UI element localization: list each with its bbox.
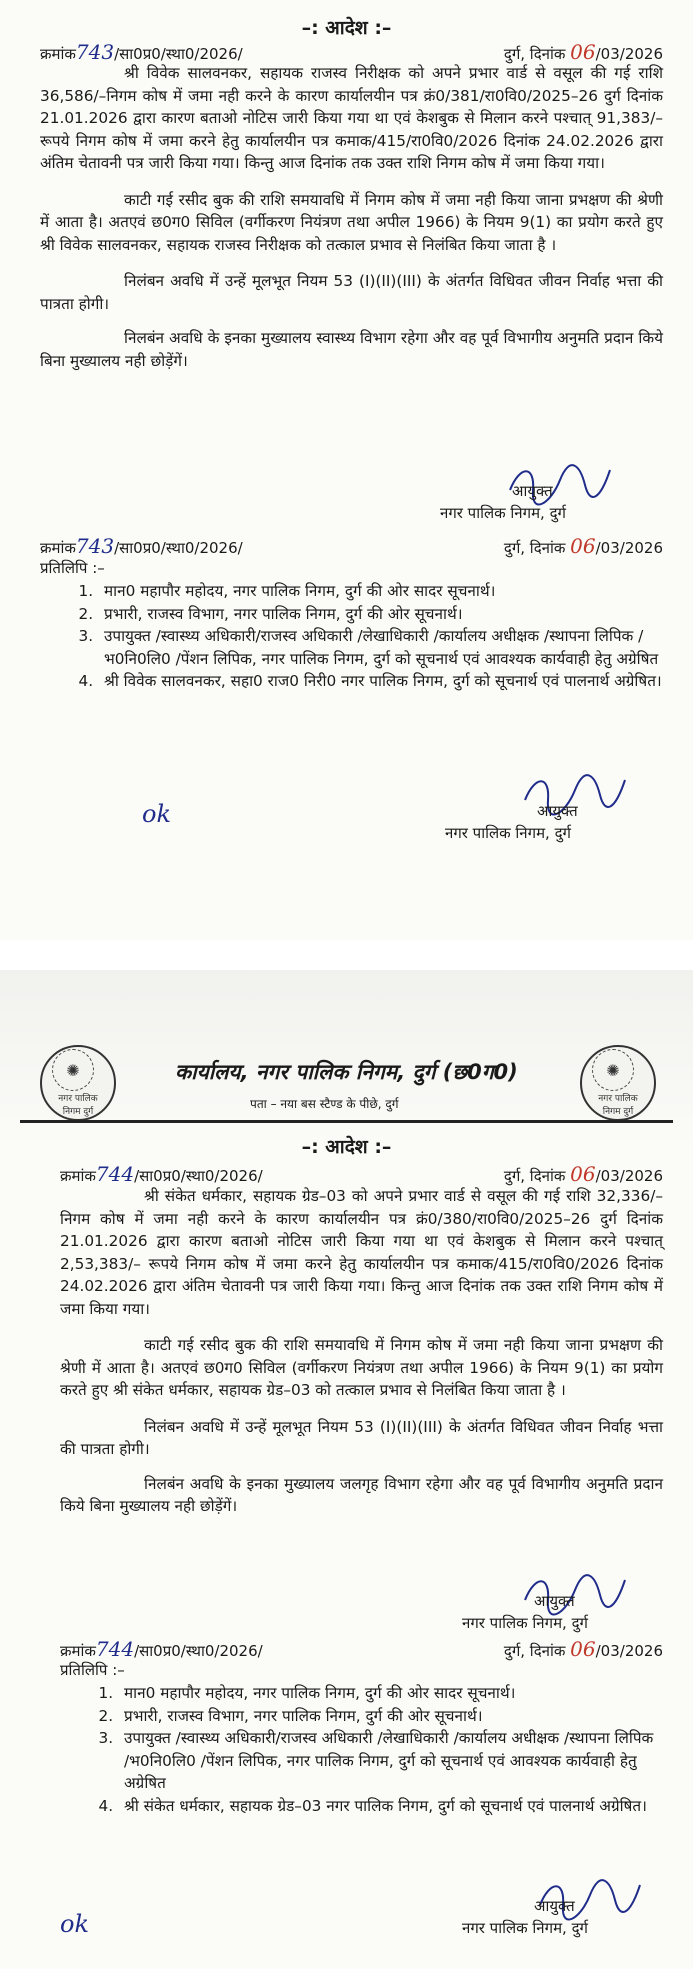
body-paragraph-2: काटी गई रसीद बुक की राशि समयावधि में निगम कोष में जमा नही किया जाना प्रभक्षण की श्रेणी में आता है। अतएवं छ0ग0 सिविल (वर्गीकरण नियंत्रण तथा अपील 1966) के नियम 9(1) का प्रयोग करते हुए श्री विवेक सालवनकर, सहायक राजस्व निरीक्षक को तत्काल प्रभाव से निलंबित किया जाता है । <box>40 190 663 254</box>
copy-date-suffix: /03/2026 <box>595 539 663 557</box>
order-date <box>504 40 663 64</box>
copy-ref-number-handwritten: 743 <box>75 534 115 558</box>
order-reference-line <box>60 1162 663 1186</box>
date-day-handwritten: 06 <box>570 1162 596 1186</box>
signatory-org: नगर पालिक निगम, दुर्ग <box>440 504 566 522</box>
copy-order-number <box>40 534 243 558</box>
copy-ref-prefix: क्रमांक <box>60 1642 96 1660</box>
ref-suffix: /सा0प्र0/स्था0/2026/ <box>134 1167 263 1185</box>
date-day-handwritten: 06 <box>570 40 596 64</box>
ref-prefix: क्रमांक <box>60 1167 96 1185</box>
signature-block <box>462 1590 588 1634</box>
copy-reference-line <box>60 1637 663 1661</box>
signatory-title-2: आयुक्त <box>534 1897 575 1915</box>
signatory-title-2: आयुक्त <box>537 802 578 820</box>
body-paragraph-1: श्री संकेत धर्मकार, सहायक ग्रेड–03 को अपने प्रभार वार्ड से वसूल की गई राशि 32,336/– निगम कोष में जमा नही करने के कारण कार्यालयीन पत्र क्रं0/380/रा0वि0/2025–26 दुर्ग दिनांक 21.01.2026 द्वारा कारण बताओ नोटिस जारी किया गया था एवं केशबुक से मिलान करने पश्चात् 2,53,383/– रूपये निगम कोष में जमा करने हेतु कार्यालयीन पत्र कमाक/415/रा0वि0/2026 दिनांक 24.02.2026 द्वारा अंतिम चेतावनी पत्र जारी किया गया। किन्तु आज दिनांक तक उक्त राशि निगम कोष में जमा किया गया। <box>60 1187 663 1318</box>
copy-date-day-handwritten: 06 <box>570 534 596 558</box>
emblem-left-text: नगर पालिक निगम दुर्ग <box>58 1094 98 1117</box>
copy-date-suffix: /03/2026 <box>595 1642 663 1660</box>
order-body <box>60 1185 663 1518</box>
body-paragraph-3: निलंबन अवधि में उन्हें मूलभूत नियम 53 (I)(II)(III) के अंतर्गत विधिवत जीवन निर्वाह भत्ता की पात्रता होगी। <box>40 272 663 313</box>
margin-initial-mark: ok <box>60 1910 89 1938</box>
copy-recipient-item: 3. उपायुक्त /स्वास्थ्य अधिकारी/राजस्व अधिकारी /लेखाधिकारी /कार्यालय अधीक्षक /स्थापना लिपिक /भ0नि0लि0 /पेंशन लिपिक, नगर पालिक निगम, दुर्ग को सूचनार्थ एवं आवश्यक कार्यवाही हेतु अग्रेषित <box>98 625 663 670</box>
body-paragraph-1: श्री विवेक सालवनकर, सहायक राजस्व निरीक्षक को अपने प्रभार वार्ड से वसूल की गई राशि 36,586/–निगम कोष में जमा नही करने के कारण कार्यालयीन पत्र क्रं0/381/रा0वि0/2025–26 दुर्ग दिनांक 21.01.2026 द्वारा कारण बताओ नोटिस जारी किया गया था एवं केशबुक से मिलान करने पश्चात् 91,383/– रूपये निगम कोष में जमा करने हेतु कार्यालयीन पत्र कमाक/415/रा0वि0/2026 दिनांक 24.02.2026 द्वारा अंतिम चेतावनी पत्र जारी किया गया। किन्तु आज दिनांक तक उक्त राशि निगम कोष में जमा किया गया। <box>40 64 663 172</box>
copy-recipient-item: 3. उपायुक्त /स्वास्थ्य अधिकारी/राजस्व अधिकारी /लेखाधिकारी /कार्यालय अधीक्षक /स्थापना लिपिक /भ0नि0लि0 /पेंशन लिपिक, नगर पालिक निगम, दुर्ग को सूचनार्थ एवं आवश्यक कार्यवाही हेतु अग्रेषित <box>118 1727 663 1795</box>
copy-recipient-item: 2. प्रभारी, राजस्व विभाग, नगर पालिक निगम, दुर्ग की ओर सूचनार्थ। <box>98 603 663 626</box>
copy-date <box>504 1637 663 1661</box>
signature-block-2 <box>445 800 578 844</box>
body-paragraph-4: निलबंन अवधि के इनका मुख्यालय स्वास्थ्य विभाग रहेगा और वह पूर्व विभागीय अनुमति प्रदान किये बिना मुख्यालय नही छोड़ेंगें। <box>40 329 663 370</box>
page-gap <box>0 940 693 970</box>
date-prefix: दुर्ग, दिनांक <box>503 1167 566 1185</box>
copy-ref-suffix: /सा0प्र0/स्था0/2026/ <box>134 1642 263 1660</box>
signature-block <box>440 480 566 524</box>
copy-list <box>60 1682 663 1817</box>
emblem-right-text: नगर पालिक निगम दुर्ग <box>598 1094 638 1117</box>
order-sheet-743 <box>0 0 693 940</box>
signatory-org: नगर पालिक निगम, दुर्ग <box>462 1614 588 1632</box>
date-suffix: /03/2026 <box>595 45 663 63</box>
margin-initial-mark: ok <box>142 800 171 828</box>
emblem-right-icon <box>580 1045 656 1121</box>
copy-ref-number-handwritten: 744 <box>95 1637 135 1661</box>
copy-recipient-item: 4. श्री संकेत धर्मकार, सहायक ग्रेड–03 नगर पालिक निगम, दुर्ग को सूचनार्थ एवं पालनार्थ अग्रेषित। <box>118 1795 663 1818</box>
ref-number-handwritten: 744 <box>95 1162 135 1186</box>
copy-list <box>40 580 663 693</box>
date-suffix: /03/2026 <box>595 1167 663 1185</box>
emblem-seal-icon: ✺ <box>52 1049 94 1091</box>
order-body <box>40 62 663 372</box>
emblem-left-icon <box>40 1045 116 1121</box>
order-title: –: आदेश :– <box>301 1136 392 1158</box>
copy-recipient-item: 1. मान0 महापौर महोदय, नगर पालिक निगम, दुर्ग की ओर सादर सूचनार्थ। <box>118 1682 663 1705</box>
copy-ref-suffix: /सा0प्र0/स्था0/2026/ <box>114 539 243 557</box>
office-name: कार्यालय, नगर पालिक निगम, दुर्ग (छ0ग0) <box>175 1060 518 1084</box>
order-number <box>40 40 243 64</box>
signatory-org-2: नगर पालिक निगम, दुर्ग <box>462 1919 588 1937</box>
order-title: –: आदेश :– <box>301 17 392 39</box>
copy-date-prefix: दुर्ग, दिनांक <box>503 539 566 557</box>
ref-prefix: क्रमांक <box>40 45 76 63</box>
emblem-seal-icon: ✺ <box>592 1049 634 1091</box>
body-paragraph-4: निलबंन अवधि के इनका मुख्यालय जलगृह विभाग रहेगा और वह पूर्व विभागीय अनुमति प्रदान किये बिना मुख्यालय नही छोड़ेंगें। <box>60 1474 663 1515</box>
copy-ref-prefix: क्रमांक <box>40 539 76 557</box>
body-paragraph-3: निलंबन अवधि में उन्हें मूलभूत नियम 53 (I)(II)(III) के अंतर्गत विधिवत जीवन निर्वाह भत्ता की पात्रता होगी। <box>60 1417 663 1458</box>
signatory-org-2: नगर पालिक निगम, दुर्ग <box>445 824 571 842</box>
copy-recipient-item: 4. श्री विवेक सालवनकर, सहा0 राज0 निरी0 नगर पालिक निगम, दुर्ग को सूचनार्थ एवं पालनार्थ अग्रेषित। <box>98 670 663 693</box>
copy-date-prefix: दुर्ग, दिनांक <box>503 1642 566 1660</box>
order-sheet-744 <box>0 970 693 1969</box>
order-date <box>504 1162 663 1186</box>
letterhead-divider <box>20 1120 673 1123</box>
office-address: पता – नया बस स्टैण्ड के पीछे, दुर्ग <box>250 1097 399 1111</box>
order-number <box>60 1162 263 1186</box>
copy-order-number <box>60 1637 263 1661</box>
copy-reference-line <box>40 534 663 558</box>
copy-date-day-handwritten: 06 <box>570 1637 596 1661</box>
signatory-title: आयुक्त <box>534 1592 575 1610</box>
body-paragraph-2: काटी गई रसीद बुक की राशि समयावधि में निगम कोष में जमा नही किया जाना प्रभक्षण की श्रेणी में आता है। अतएवं छ0ग0 सिविल (वर्गीकरण नियंत्रण तथा अपील 1966) के नियम 9(1) का प्रयोग करते हुए श्री संकेत धर्मकार, सहायक ग्रेड–03 को तत्काल प्रभाव से निलंबित किया जाता है । <box>60 1336 663 1399</box>
copy-recipient-item: 1. मान0 महापौर महोदय, नगर पालिक निगम, दुर्ग की ओर सादर सूचनार्थ। <box>98 580 663 603</box>
order-reference-line <box>40 40 663 64</box>
ref-suffix: /सा0प्र0/स्था0/2026/ <box>114 45 243 63</box>
copy-label: प्रतिलिपि :– <box>60 1661 125 1679</box>
ref-number-handwritten: 743 <box>75 40 115 64</box>
copy-label: प्रतिलिपि :– <box>40 559 105 577</box>
signatory-title: आयुक्त <box>512 482 553 500</box>
signature-block-2 <box>462 1895 588 1939</box>
date-prefix: दुर्ग, दिनांक <box>503 45 566 63</box>
copy-recipient-item: 2. प्रभारी, राजस्व विभाग, नगर पालिक निगम, दुर्ग की ओर सूचनार्थ। <box>118 1705 663 1728</box>
copy-date <box>504 534 663 558</box>
